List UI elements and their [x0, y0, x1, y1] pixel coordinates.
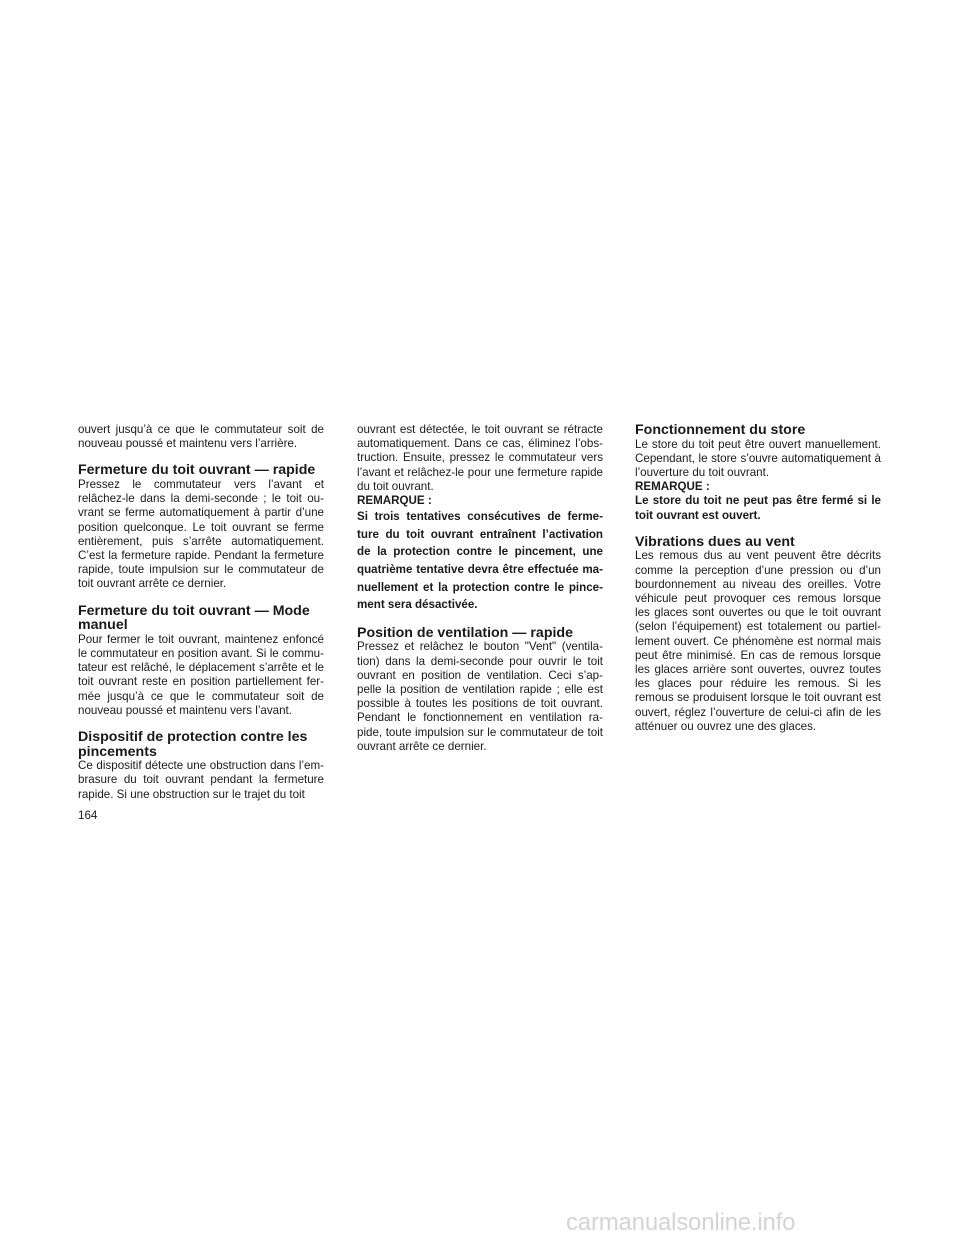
heading-vent-rapid: Position de ventilation — rapide: [357, 624, 573, 641]
paragraph-shade-operation: Le store du toit peut être ouvert manuellement. Cependant, le store s’ouvre automatiquement à l’ouverture du toit ouvrant.: [635, 437, 881, 479]
page-number: 164: [78, 809, 98, 822]
paragraph-rapid-close: Pressez le commutateur vers l’avant et relâchez-le dans la demi-seconde ; le toit ouvrant se ferme automatiquement à partir d’une position quelconque. Le toit ouvrant se ferme entièrement, puis s’arrête automatiquement. C’est la fermeture rapide. Pendant la fermeture rapide, toute impulsion sur le commutateur de toit ouvrant arrête ce dernier.: [78, 478, 324, 591]
column-left: [78, 423, 324, 802]
heading-rapid-close: Fermeture du toit ouvrant — rapide: [78, 462, 316, 479]
note-text: Si trois tentatives consécutives de fermeture du toit ouvrant entraînent l’activation de la protection contre le pincement, une quatrième tentative devra être effectuée manuellement et la protection contre le pincement sera désactivée.: [357, 510, 603, 612]
heading-manual-close: Fermeture du toit ouvrant — Mode manuel: [78, 602, 310, 634]
heading-shade-operation: Fonctionnement du store: [635, 422, 806, 438]
paragraph-vent-rapid: Pressez et relâchez le bouton "Vent" (ventilation) dans la demi-seconde pour ouvrir le toit ouvrant en position de ventilation. Ceci s’appelle la position de ventilation rapide ; elle est possible à toutes les positions de toit ouvrant. Pendant le fonctionnement en ventilation rapide, toute impulsion sur le commutateur de toit ouvrant arrête ce dernier.: [357, 640, 603, 753]
paragraph-wind-buffeting: Les remous dus au vent peuvent être décrits comme la perception d’une pression ou d’un bourdonnement au niveau des oreilles. Votre véhicule peut provoquer ces remous lorsque les glaces sont ouvertes ou que le toit ouvrant (selon l’équipement) est totalement ou partiellement ouvert. Ce phénomène est normal mais peut être minimisé. En cas de remous lorsque les glaces arrière sont ouvertes, ouvrez toutes les glaces pour réduire les remous. Si les remous se produisent lorsque le toit ouvrant est ouvert, réglez l’ouverture de celui-ci afin de les atténuer ou ouvrez une des glaces.: [635, 549, 881, 733]
note-label: REMARQUE :: [357, 494, 432, 508]
note-text: Le store du toit ne peut pas être fermé si le toit ouvrant est ouvert.: [635, 494, 881, 522]
note-label: REMARQUE :: [635, 480, 710, 494]
column-middle: [357, 423, 603, 754]
column-right: [635, 423, 881, 734]
heading-wind-buffeting: Vibrations dues au vent: [635, 533, 795, 550]
paragraph-pinch-protection: Ce dispositif détecte une obstruction dans l’embrasure du toit ouvrant pendant la fermeture rapide. Si une obstruction sur le trajet du toit: [78, 759, 324, 801]
paragraph-pinch-continued: ouvrant est détectée, le toit ouvrant se rétracte automatiquement. Dans ce cas, éliminez l’obstruction. Ensuite, pressez le commutateur vers l’avant et relâchez-le pour une fermeture rapide du toit ouvrant.: [357, 423, 603, 493]
paragraph-manual-close: Pour fermer le toit ouvrant, maintenez enfoncé le commutateur en position avant. Si le commutateur est relâché, le déplacement s’arrête et le toit ouvrant reste en position partiellement fermée jusqu’à ce que le commutateur soit de nouveau poussé et maintenu vers l’avant.: [78, 632, 324, 717]
watermark: carmanualsonline.info: [566, 1209, 796, 1236]
heading-pinch-protection: Dispositif de protection contre les pincements: [78, 729, 308, 760]
paragraph-continued: ouvert jusqu’à ce que le commutateur soit de nouveau poussé et maintenu vers l’arrière.: [78, 423, 324, 451]
